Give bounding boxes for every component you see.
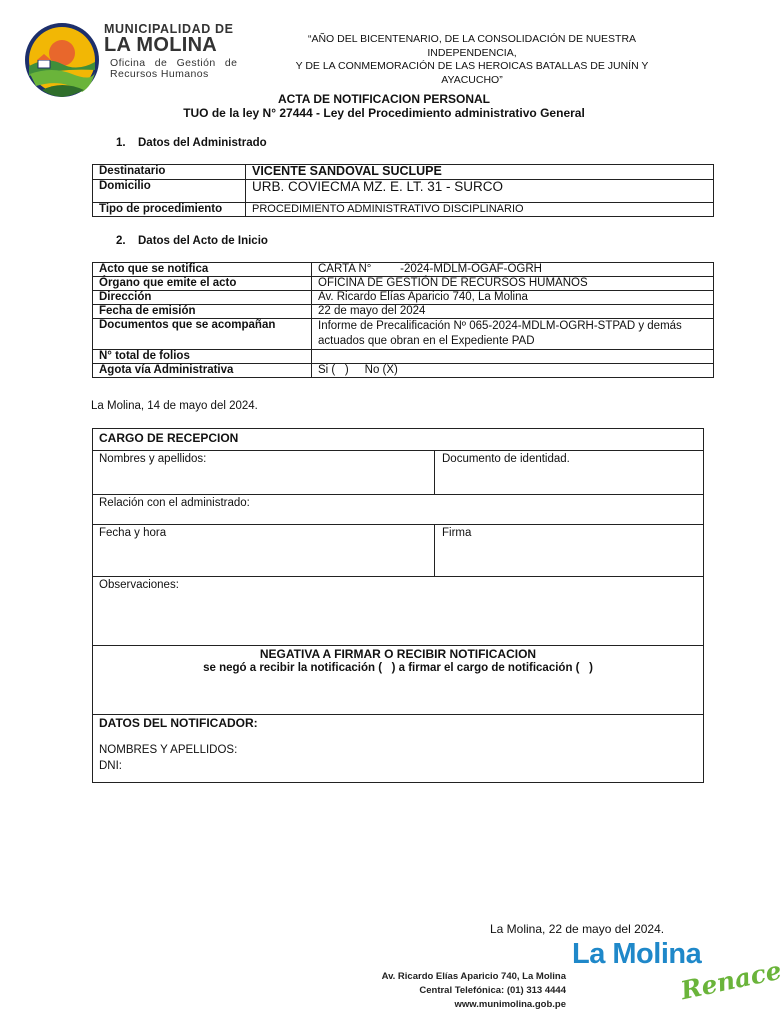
documentos-value-line1: Informe de Precalificación Nº 065-2024-MDLM-OGRH-STPAD y demás: [318, 320, 682, 332]
documentos-label: Documentos que se acompañan: [93, 319, 312, 350]
organo-label: Órgano que emite el acto: [93, 277, 312, 291]
footer-address: [376, 970, 566, 1012]
table-row: [93, 165, 714, 180]
org-office-line1: Oficina de Gestión de: [110, 57, 238, 69]
acto-label: Acto que se notifica: [93, 263, 312, 277]
fecha-emision-label: Fecha de emisión: [93, 305, 312, 319]
fecha-hora-label: Fecha y hora: [99, 527, 167, 539]
folios-label: N° total de folios: [93, 350, 312, 364]
section1-title: Datos del Administrado: [138, 137, 267, 149]
relacion-label: Relación con el administrado:: [99, 497, 250, 509]
place-date-2: La Molina, 22 de mayo del 2024.: [490, 922, 665, 936]
table-row: [93, 291, 714, 305]
negativa-text: se negó a recibir la notificación ( ) a firmar el cargo de notificación ( ): [203, 662, 593, 674]
divider: [93, 524, 703, 525]
domicilio-value: URB. COVIECMA MZ. E. LT. 31 - SURCO: [246, 180, 714, 203]
motto-line1: “AÑO DEL BICENTENARIO, DE LA CONSOLIDACIÓN DE NUESTRA INDEPENDENCIA,: [307, 33, 637, 59]
divider: [93, 450, 703, 451]
table-row: [93, 203, 714, 217]
table-row: [93, 305, 714, 319]
cargo-heading: CARGO DE RECEPCION: [99, 431, 239, 445]
document-title: ACTA DE NOTIFICACION PERSONAL: [278, 92, 490, 106]
fecha-emision-value: 22 de mayo del 2024: [312, 305, 714, 319]
brand-tagline: Renace: [678, 955, 784, 1006]
table-row: [93, 364, 714, 378]
table-row: [93, 350, 714, 364]
negativa-heading: NEGATIVA A FIRMAR O RECIBIR NOTIFICACION: [259, 647, 537, 661]
cargo-recepcion-box: [92, 428, 704, 783]
documentos-value-line2: actuados que obran en el Expediente PAD: [318, 335, 535, 347]
address-line2: Central Telefónica: (01) 313 4444: [419, 985, 566, 996]
direccion-value: Av. Ricardo Elías Aparicio 740, La Molina: [312, 291, 714, 305]
notificador-dni-label: DNI:: [99, 760, 122, 772]
place-date-1: La Molina, 14 de mayo del 2024.: [91, 400, 258, 412]
org-name-main: LA MOLINA: [104, 34, 218, 56]
documentos-value: [312, 319, 714, 350]
brand-logo: La Molina: [572, 938, 702, 970]
firma-label: Firma: [442, 527, 472, 539]
agota-via-value: Si ( ) No (X): [312, 364, 714, 378]
notificador-nombres-label: NOMBRES Y APELLIDOS:: [99, 744, 238, 756]
domicilio-label: Domicilio: [93, 180, 246, 203]
table-row: [93, 277, 714, 291]
section1-number: 1.: [116, 137, 126, 149]
table-row: [93, 180, 714, 203]
agota-via-label: Agota vía Administrativa: [93, 364, 312, 378]
tipo-procedimiento-value: PROCEDIMIENTO ADMINISTRATIVO DISCIPLINARIO: [246, 203, 714, 217]
document-subtitle: TUO de la ley N° 27444 - Ley del Procedimiento administrativo General: [183, 106, 585, 120]
folios-value: [312, 350, 714, 364]
address-line3: www.munimolina.gob.pe: [454, 999, 566, 1010]
divider: [434, 450, 435, 494]
org-name-top: MUNICIPALIDAD DE: [104, 22, 234, 36]
tipo-procedimiento-label: Tipo de procedimiento: [93, 203, 246, 217]
table-row: [93, 263, 714, 277]
table-row: [93, 319, 714, 350]
section2-heading: [116, 235, 268, 247]
divider: [93, 494, 703, 495]
organo-value: OFICINA DE GESTIÓN DE RECURSOS HUMANOS: [312, 277, 714, 291]
notificador-heading: DATOS DEL NOTIFICADOR:: [99, 716, 258, 730]
section1-heading: [116, 137, 267, 149]
divider: [434, 524, 435, 576]
direccion-label: Dirección: [93, 291, 312, 305]
acto-inicio-table: [92, 262, 714, 378]
address-line1: Av. Ricardo Elías Aparicio 740, La Molina: [381, 971, 566, 982]
divider: [93, 645, 703, 646]
acto-value: CARTA N° -2024-MDLM-OGAF-OGRH: [312, 263, 714, 277]
nombres-label: Nombres y apellidos:: [99, 453, 207, 465]
divider: [93, 576, 703, 577]
administrado-table: [92, 164, 714, 217]
documento-identidad-label: Documento de identidad.: [442, 453, 570, 465]
destinatario-value: VICENTE SANDOVAL SUCLUPE: [246, 165, 714, 180]
observaciones-label: Observaciones:: [99, 579, 179, 591]
municipal-emblem-icon: [22, 20, 102, 100]
divider: [93, 714, 703, 715]
section2-title: Datos del Acto de Inicio: [138, 235, 268, 247]
motto-line2: Y DE LA CONMEMORACIÓN DE LAS HEROICAS BATALLAS DE JUNÍN Y AYACUCHO”: [295, 60, 649, 86]
org-office-line2: Recursos Humanos: [110, 68, 209, 80]
destinatario-label: Destinatario: [93, 165, 246, 180]
year-motto: [272, 33, 672, 87]
section2-number: 2.: [116, 235, 126, 247]
